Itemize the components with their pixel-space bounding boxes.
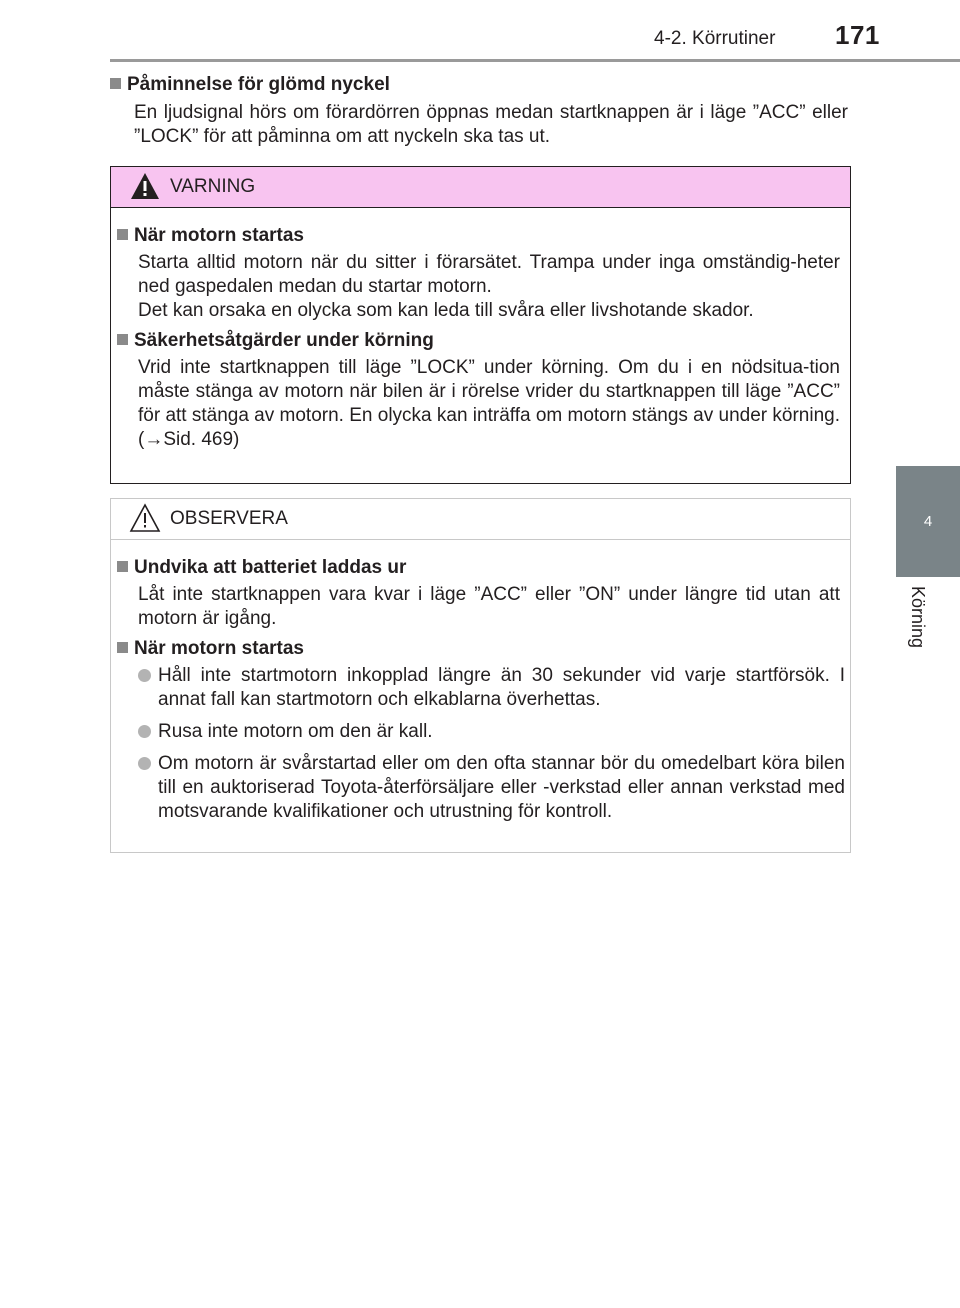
notice-item-heading: Undvika att batteriet laddas ur (134, 557, 407, 578)
notice-header (111, 499, 850, 540)
circle-bullet-icon (138, 669, 151, 682)
square-bullet-icon (117, 229, 128, 240)
chapter-number: 4 (923, 513, 933, 530)
list-item (138, 752, 845, 824)
page-number: 171 (835, 20, 880, 50)
warning-item-text: Det kan orsaka en olycka som kan leda till svåra eller livshotande skador. (138, 300, 754, 321)
warning-triangle-icon (129, 171, 161, 201)
chapter-label (896, 586, 960, 676)
header-section-title: 4-2. Körrutiner (654, 28, 776, 49)
list-item (138, 664, 845, 712)
notice-item (114, 557, 850, 631)
warning-item-heading: Säkerhetsåtgärder under körning (134, 330, 434, 351)
list-item (138, 720, 845, 744)
notice-item-heading: När motorn startas (134, 638, 304, 659)
circle-bullet-icon (138, 757, 151, 770)
chapter-label-text: Körning (908, 586, 928, 649)
square-bullet-icon (110, 78, 121, 89)
notice-title: OBSERVERA (170, 508, 288, 529)
intro-section (110, 74, 848, 149)
warning-title: VARNING (170, 176, 256, 197)
circle-bullet-icon (138, 725, 151, 738)
notice-item-text: Låt inte startknappen vara kvar i läge ”ACC” eller ”ON” under längre tid utan att motorn är igång. (138, 584, 840, 629)
list-item-text: Om motorn är svårstartad eller om den ofta stannar bör du omedelbart köra bilen till en auktoriserad Toyota-återförsäljare eller -verkstad eller annan verkstad med motsvarande kvalifikationer och utrustning för kontroll. (158, 753, 845, 822)
notice-item (114, 638, 850, 824)
warning-item (114, 225, 850, 323)
square-bullet-icon (117, 334, 128, 345)
warning-header (111, 167, 850, 208)
arrow-right-icon: → (144, 429, 164, 450)
warning-item-text: Starta alltid motorn när du sitter i förarsätet. Trampa under inga omständig-heter ned gaspedalen medan du startar motorn. (138, 252, 840, 297)
intro-text: En ljudsignal hörs om förardörren öppnas medan startknappen är i läge ”ACC” eller ”LOCK” för att påminna om att nyckeln ska tas ut. (134, 102, 848, 147)
notice-box (110, 498, 851, 853)
warning-item (114, 330, 850, 452)
warning-item-heading: När motorn startas (134, 225, 304, 246)
chapter-tab (896, 466, 960, 577)
square-bullet-icon (117, 642, 128, 653)
warning-item-text: Vrid inte startknappen till läge ”LOCK” under körning. Om du i en nödsitua-tion måste stänga av motorn när bilen är i rörelse vrider du startknappen till läge ”ACC” för att stänga av motorn. En olycka kan inträffa om motorn stängs av under körning. (→Sid. 469) (138, 357, 840, 450)
page-reference[interactable]: Sid. 469) (163, 429, 240, 450)
square-bullet-icon (117, 561, 128, 572)
notice-content (111, 540, 850, 824)
caution-triangle-icon (129, 503, 161, 533)
list-item-text: Håll inte startmotorn inkopplad längre än 30 sekunder vid varje startförsök. I annat fall kan startmotorn och elkablarna överhettas. (158, 665, 845, 710)
warning-box (110, 166, 851, 484)
list-item-text: Rusa inte motorn om den är kall. (158, 721, 433, 742)
header-rule (110, 59, 960, 62)
warning-content (111, 208, 850, 452)
intro-heading: Påminnelse för glömd nyckel (110, 74, 848, 96)
